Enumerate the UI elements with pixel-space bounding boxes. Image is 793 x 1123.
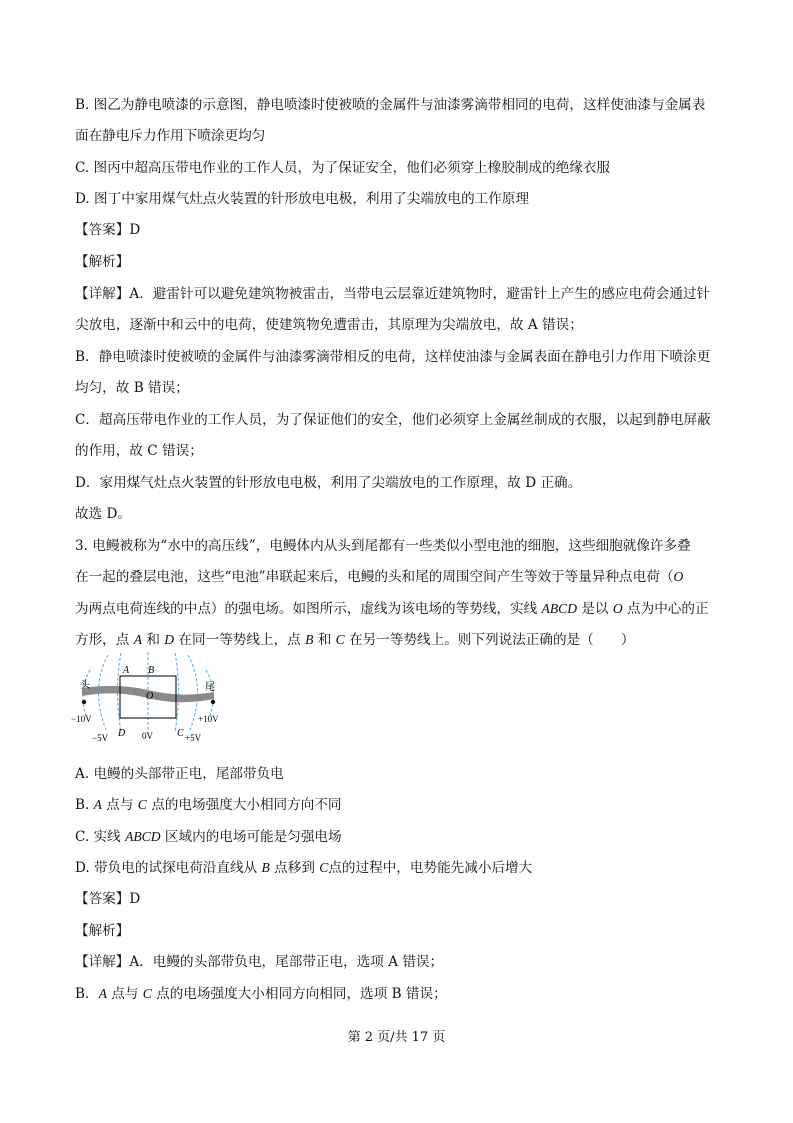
page-footer: 第 2 页/共 17 页 (347, 1030, 446, 1045)
question-text: 3. 电鳗被称为“水中的高压线”，电鳗体内从头到尾都有一些类似小型电池的细胞，这些细胞就像许多叠 (75, 538, 691, 554)
option-b: B. A 点与 C 点的电场强度大小相同方向不同 (75, 797, 342, 813)
text-line: 均匀，故 B 错误； (75, 380, 189, 396)
electric-eel-field-figure (68, 650, 228, 745)
text-line: B．A 点与 C 点的电场强度大小相同方向相同，选项 B 错误； (75, 986, 447, 1002)
question-text: 在一起的叠层电池，这些“电池”串联起来后，电鳗的头和尾的周围空间产生等效于等量异种点电荷（O (75, 569, 684, 585)
text-line: 尖放电，逐渐中和云中的电荷，使建筑物免遭雷击，其原理为尖端放电，故 A 错误； (75, 317, 583, 333)
head-point (82, 700, 86, 704)
point-o-label: O (146, 691, 154, 702)
question-text: 方形，点 A 和 D 在同一等势线上，点 B 和 C 在另一等势线上。则下列说法正确的是（ ） (75, 632, 635, 648)
potential-zero: 0V (142, 731, 153, 741)
point-c-label: C (177, 728, 184, 739)
text-line: 的作用，故 C 错误； (75, 443, 203, 459)
potential-plus-5: +5V (185, 733, 202, 743)
text-line: 【详解】A．避雷针可以避免建筑物被雷击，当带电云层靠近建筑物时，避雷针上产生的感应电荷会通过针 (75, 286, 711, 302)
head-label: 头 (80, 680, 90, 691)
potential-minus-5: −5V (92, 733, 109, 743)
text-line: B．静电喷漆时使被喷的金属件与油漆雾滴带相反的电荷，这样使油漆与金属表面在静电引力作用下喷涂更 (75, 349, 711, 365)
text-line: 面在静电斥力作用下喷涂更均匀 (75, 128, 266, 144)
analysis-label: 【解析】 (75, 923, 130, 939)
text-line: D. 图丁中家用煤气灶点火装置的针形放电电极，利用了尖端放电的工作原理 (75, 191, 530, 207)
point-b-label: B (148, 665, 155, 676)
answer-label: 【答案】D (75, 222, 141, 238)
potential-minus-10: −10V (71, 714, 92, 724)
option-a: A. 电鳗的头部带正电，尾部带负电 (75, 766, 284, 782)
answer-label: 【答案】D (75, 891, 141, 907)
point-a-label: A (123, 665, 130, 676)
text-line: C．超高压带电作业的工作人员，为了保证他们的安全，他们必须穿上金属丝制成的衣服，以起到静电屏蔽 (75, 412, 711, 428)
text-line: 【详解】A．电鳗的头部带负电，尾部带正电，选项 A 错误； (75, 954, 444, 970)
text-line: C. 图丙中超高压带电作业的工作人员，为了保证安全，他们必须穿上橡胶制成的绝缘衣服 (75, 160, 611, 176)
analysis-label: 【解析】 (75, 254, 130, 270)
point-d-label: D (118, 728, 126, 739)
question-text: 为两点电荷连线的中点）的强电场。如图所示，虚线为该电场的等势线，实线 ABCD 是以 O 点为中心的正 (75, 601, 709, 617)
text-line: B. 图乙为静电喷漆的示意图，静电喷漆时使被喷的金属件与油漆雾滴带相同的电荷，这样使油漆与金属表 (75, 97, 706, 113)
tail-point (211, 700, 215, 704)
tail-label: 尾 (205, 682, 215, 693)
option-d: D. 带负电的试探电荷沿直线从 B 点移到 C点的过程中，电势能先减小后增大 (75, 860, 533, 876)
potential-plus-10: +10V (198, 714, 219, 724)
text-line: D．家用煤气灶点火装置的针形放电电极，利用了尖端放电的工作原理，故 D 正确。 (75, 475, 582, 491)
option-c: C. 实线 ABCD 区域内的电场可能是匀强电场 (75, 829, 342, 845)
text-line: 故选 D。 (75, 506, 132, 522)
